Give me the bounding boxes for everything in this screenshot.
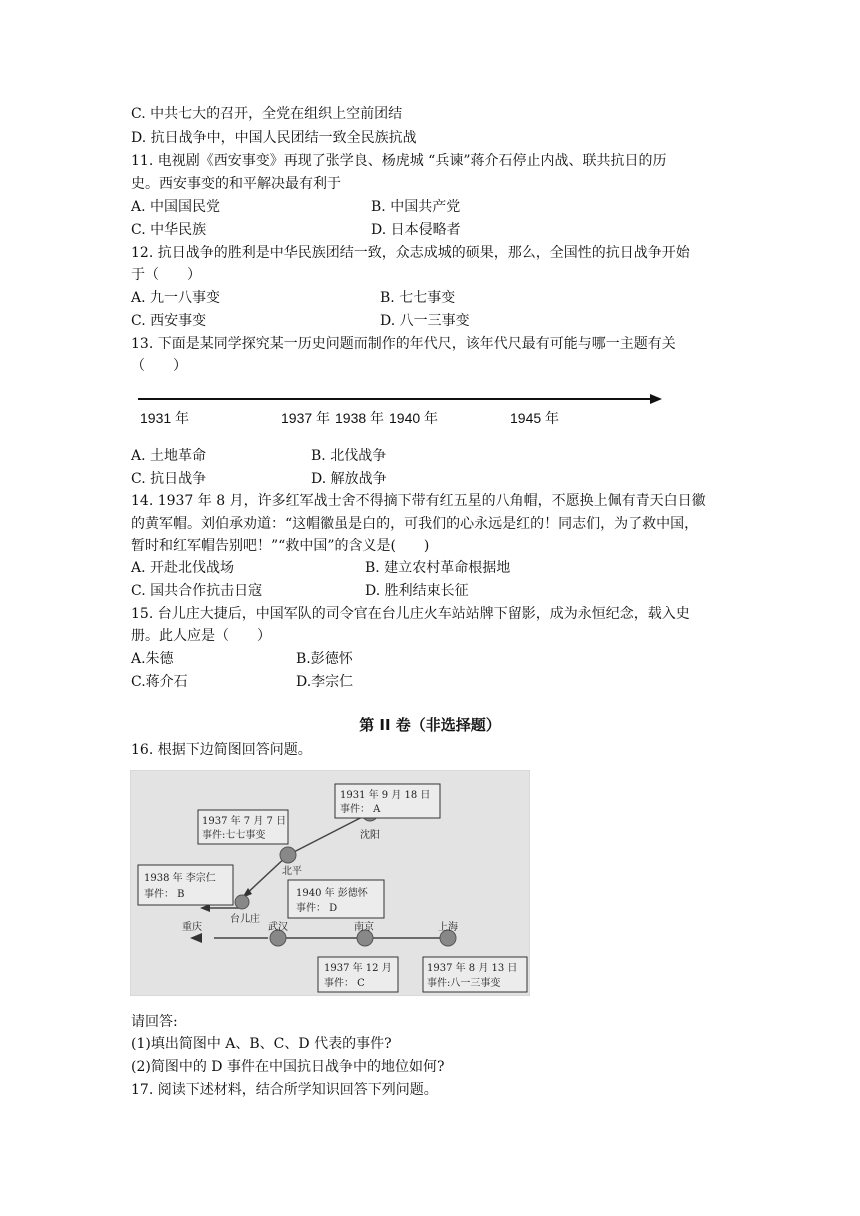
option-d-prev: D. 抗日战争中，中国人民团结一致全民族抗战 xyxy=(131,130,417,146)
place-wuhan: 武汉 xyxy=(268,922,288,933)
q12-option-b: B. 七七事变 xyxy=(380,290,456,306)
timeline-label-1937: 1937 年 xyxy=(281,410,331,426)
box-1937-8-event: 事件:八一三事变 xyxy=(427,978,501,989)
q14-line2: 的黄军帽。刘伯承劝道：“这帽徽虽是白的，可我们的心永远是红的！同志们，为了救中国， xyxy=(131,516,699,532)
option-c-prev: C. 中共七大的召开，全党在组织上空前团结 xyxy=(131,106,403,122)
q15-option-a: A.朱德 xyxy=(131,651,174,667)
q13-option-c: C. 抗日战争 xyxy=(131,471,207,487)
q16-line1: 16. 根据下边简图回答问题。 xyxy=(131,742,312,758)
q14-line1: 14. 1937 年 8 月，许多红军战士舍不得摘下带有红五星的八角帽，不愿换上佩有青天白日徽 xyxy=(131,493,706,509)
q11-option-b: B. 中国共产党 xyxy=(371,199,461,215)
box-1937-12-date: 1937 年 12 月 xyxy=(324,963,392,974)
box-1937-8-date: 1937 年 8 月 13 日 xyxy=(427,963,518,974)
q13-option-b: B. 北伐战争 xyxy=(311,448,387,464)
place-taierzhuang: 台儿庄 xyxy=(230,914,260,925)
war-map-diagram xyxy=(130,770,530,996)
place-chongqing: 重庆 xyxy=(182,922,202,933)
q12-option-a: A. 九一八事变 xyxy=(131,290,221,306)
place-beiping: 北平 xyxy=(282,866,302,877)
box-1937-7-date: 1937 年 7 月 7 日 xyxy=(202,816,287,827)
q14-option-c: C. 国共合作抗击日寇 xyxy=(131,583,263,599)
timeline-label-1931: 1931 年 xyxy=(140,410,190,426)
q11-option-a: A. 中国国民党 xyxy=(131,199,221,215)
q17-line1: 17. 阅读下述材料，结合所学知识回答下列问题。 xyxy=(131,1082,438,1098)
beiping-node xyxy=(280,847,296,863)
box-1940-event: 事件： D xyxy=(296,903,338,914)
box-1937-12-event: 事件： C xyxy=(324,978,365,989)
box-1938-date: 1938 年 李宗仁 xyxy=(144,873,216,884)
q11-option-c: C. 中华民族 xyxy=(131,222,207,238)
place-nanjing: 南京 xyxy=(354,922,374,933)
box-1938-event: 事件： B xyxy=(144,889,185,900)
q11-option-d: D. 日本侵略者 xyxy=(371,222,461,238)
q12-option-d: D. 八一三事变 xyxy=(380,313,470,329)
q15-option-c: C.蒋介石 xyxy=(131,674,188,690)
place-shenyang: 沈阳 xyxy=(360,830,380,841)
timeline-label-1945: 1945 年 xyxy=(510,410,560,426)
taierzhuang-node xyxy=(235,895,249,909)
q16-prompt: 请回答: xyxy=(131,1014,178,1030)
q14-option-b: B. 建立农村革命根据地 xyxy=(365,560,511,576)
box-1931-date: 1931 年 9 月 18 日 xyxy=(340,790,431,801)
q13-option-a: A. 土地革命 xyxy=(131,448,207,464)
q15-option-b: B.彭德怀 xyxy=(296,651,353,667)
q15-line1: 15. 台儿庄大捷后，中国军队的司令官在台儿庄火车站站牌下留影，成为永恒纪念，载入史 xyxy=(131,606,690,622)
q12-line2: 于（ ） xyxy=(131,267,201,283)
q12-option-c: C. 西安事变 xyxy=(131,313,207,329)
timeline-label-1940: 1940 年 xyxy=(389,410,439,426)
box-1937-7-event: 事件:七七事变 xyxy=(202,830,266,841)
q13-option-d: D. 解放战争 xyxy=(311,471,387,487)
box-1931-event: 事件： A xyxy=(340,804,381,815)
box-1940-date: 1940 年 彭德怀 xyxy=(296,888,368,899)
q14-line3: 暂时和红军帽告别吧！”“救中国”的含义是( ) xyxy=(131,538,430,554)
q16-sub1: (1)填出简图中 A、B、C、D 代表的事件? xyxy=(131,1036,392,1052)
q12-line1: 12. 抗日战争的胜利是中华民族团结一致，众志成城的硕果，那么，全国性的抗日战争开始 xyxy=(131,245,690,261)
q11-line1: 11. 电视剧《西安事变》再现了张学良、杨虎城 “兵谏”蒋介石停止内战、联共抗日的历 xyxy=(131,153,667,169)
q13-line1: 13. 下面是某同学探究某一历史问题而制作的年代尺，该年代尺最有可能与哪一主题有关 xyxy=(131,336,676,352)
q14-option-a: A. 开赴北伐战场 xyxy=(131,560,235,576)
q11-line2: 史。西安事变的和平解决最有利于 xyxy=(131,176,341,192)
q14-option-d: D. 胜利结束长征 xyxy=(365,583,469,599)
q13-line2: （ ） xyxy=(131,358,187,374)
q15-option-d: D.李宗仁 xyxy=(296,674,354,690)
section-title: 第 II 卷（非选择题） xyxy=(359,716,501,734)
q16-sub2: (2)简图中的 D 事件在中国抗日战争中的地位如何? xyxy=(131,1059,445,1075)
place-shanghai: 上海 xyxy=(438,922,458,933)
timeline-label-1938: 1938 年 xyxy=(335,410,385,426)
timeline-arrow xyxy=(138,392,664,406)
q15-line2: 册。此人应是（ ） xyxy=(131,628,271,644)
